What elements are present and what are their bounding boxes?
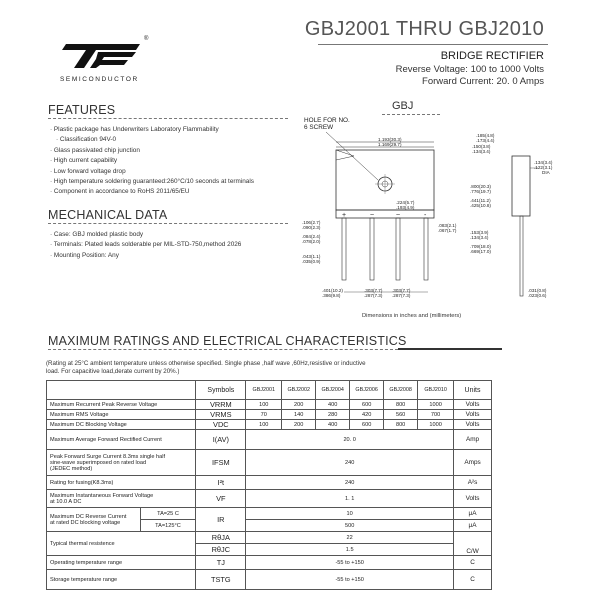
hole-note-2: 6 SCREW	[304, 124, 334, 131]
param-line: Maximum Instantaneous Forward Voltage	[50, 492, 154, 499]
value-cell: 100	[246, 420, 282, 430]
reverse-voltage: Reverse Voltage: 100 to 1000 Volts	[395, 64, 544, 75]
value-cell: 100	[246, 400, 282, 410]
dimension-note: Dimensions in inches and (millimeters)	[362, 313, 462, 319]
mechanical-heading: MECHANICAL DATA	[48, 208, 168, 222]
dim-pitch2-max: .303(7.7)	[364, 288, 383, 293]
table-header-gbj2006: GBJ2006	[350, 381, 384, 400]
dim-inner-b: .193(4.9)	[396, 205, 415, 210]
rating-conditions-note	[46, 360, 466, 376]
param-label	[47, 450, 196, 476]
ratings-rule-dashed	[48, 349, 398, 350]
table-header-gbj2008: GBJ2008	[384, 381, 418, 400]
ratings-table	[46, 380, 492, 590]
feature-item: · Plastic package has Underwriters Laboratory Flammability	[50, 125, 300, 135]
dim-hole-dia-label: DIA	[542, 170, 550, 175]
dim-hole-dia-min: .122(3.1)	[534, 165, 553, 170]
value-cell: 10	[246, 508, 454, 520]
forward-current: Forward Current: 20. 0 Amps	[422, 76, 544, 87]
dim-pitch3-max: .303(7.7)	[392, 288, 411, 293]
value-cell: 20. 0	[246, 430, 454, 450]
product-type: BRIDGE RECTIFIER	[440, 50, 544, 62]
mechanical-rule	[48, 223, 288, 224]
part-range-title: GBJ2001 THRU GBJ2010	[304, 18, 544, 40]
unit-cell: Amp	[454, 430, 492, 450]
symbol-cell: VRMS	[196, 410, 246, 420]
package-rule	[382, 114, 440, 115]
pin-plus-mark: +	[342, 212, 347, 219]
unit-cell: A²s	[454, 476, 492, 490]
symbol-cell: RθJC	[196, 544, 246, 556]
param-line: Peak Forward Surge Current 8.3ms single half	[50, 453, 166, 460]
table-row	[47, 490, 492, 508]
registered-mark: ®	[144, 36, 149, 42]
hole-note-1: HOLE FOR NO.	[304, 117, 350, 124]
table-row	[47, 450, 492, 476]
condition-cell: TA=25 C	[140, 508, 196, 520]
dim-lead-tip-max: .031(0.8)	[528, 288, 547, 293]
dim-pitch3-min: .287(7.3)	[392, 293, 411, 298]
value-cell: 400	[316, 420, 350, 430]
company-logo	[62, 42, 142, 70]
table-row	[47, 556, 492, 570]
unit-cell: Volts	[454, 400, 492, 410]
param-label: Maximum DC Blocking Voltage	[47, 420, 196, 430]
value-cell: 70	[246, 410, 282, 420]
unit-cell: C	[454, 556, 492, 570]
param-label: Maximum Average Forward Rectified Current	[47, 430, 196, 450]
dim-step-min: .067(1.7)	[438, 228, 457, 233]
dim-width-max: 1.193(30.3)	[378, 137, 402, 142]
feature-item: · High current capability	[50, 156, 300, 166]
param-line: Maximum DC Reverse Current	[50, 513, 127, 520]
param-line: at rated DC blocking voltage	[50, 519, 121, 526]
dim-lead-tip-min: .023(0.6)	[528, 293, 547, 298]
value-cell: 1. 1	[246, 490, 454, 508]
value-cell: 420	[350, 410, 384, 420]
value-cell: 1.5	[246, 544, 454, 556]
unit-cell: μA	[454, 520, 492, 532]
mechanical-item: · Terminals: Plated leads solderable per MIL-STD-750,method 2026	[50, 240, 300, 250]
param-label: Rating for fusing(K8.3ms)	[47, 476, 196, 490]
value-cell: 400	[316, 400, 350, 410]
value-cell: 140	[282, 410, 316, 420]
param-label: Maximum Recurrent Peak Reverse Voltage	[47, 400, 196, 410]
feature-item: · Low forward voltage drop	[50, 167, 300, 177]
dim-pitch1-min: .386(9.8)	[322, 293, 341, 298]
value-cell: 700	[418, 410, 454, 420]
dim-lead-length-max: .709(18.0)	[470, 244, 491, 249]
feature-item: · High temperature soldering guaranteed:260°C/10 seconds at terminals	[50, 177, 300, 187]
rating-note-line-1: (Rating at 25°C ambient temperature unless otherwise specified. Single phase ,half wave ,60Hz,resistive or inductive	[46, 360, 366, 367]
dim-hole-dia-max: .134(3.4)	[534, 160, 553, 165]
value-cell: 800	[384, 400, 418, 410]
param-label: Storage temperature range	[47, 570, 196, 590]
dim-body-max: .441(11.2)	[470, 198, 491, 203]
symbol-cell: VRRM	[196, 400, 246, 410]
symbol-cell: TJ	[196, 556, 246, 570]
mechanical-item: · Mounting Position: Any	[50, 251, 300, 261]
symbol-cell: I(AV)	[196, 430, 246, 450]
title-divider	[318, 44, 548, 45]
param-label	[47, 508, 141, 532]
dim-side-thick-max: .185(4.8)	[476, 133, 495, 138]
package-label: GBJ	[392, 100, 414, 112]
table-header-gbj2004: GBJ2004	[316, 381, 350, 400]
table-row	[47, 508, 492, 520]
param-label: Typical thermal resistence	[47, 532, 196, 556]
features-heading: FEATURES	[48, 103, 116, 117]
dim-lead-offset-max: .106(2.7)	[302, 220, 321, 225]
package-outline-drawing	[298, 116, 560, 316]
table-row	[47, 410, 492, 420]
table-row	[47, 400, 492, 410]
param-label: Maximum RMS Voltage	[47, 410, 196, 420]
param-line: (JEDEC method)	[50, 465, 93, 472]
param-line: sine-wave superimposed on rated load	[50, 459, 147, 466]
param-label: Operating temperature range	[47, 556, 196, 570]
pin-ac1-mark: ~	[370, 212, 375, 219]
value-cell: 240	[246, 450, 454, 476]
feature-item: · Component in accordance to RoHS 2011/65/EU	[50, 187, 300, 197]
ratings-heading: MAXIMUM RATINGS AND ELECTRICAL CHARACTERISTICS	[48, 334, 407, 348]
dim-inner-a: .224(5.7)	[396, 200, 415, 205]
feature-item: · Glass passivated chip junction	[50, 146, 300, 156]
value-cell: 200	[282, 400, 316, 410]
unit-cell: C	[454, 570, 492, 590]
value-cell: 1000	[418, 400, 454, 410]
dim-lead-length-min: .669(17.0)	[470, 249, 491, 254]
value-cell: 800	[384, 420, 418, 430]
param-label	[47, 490, 196, 508]
dim-width-min: 1.169(29.7)	[378, 142, 402, 147]
features-list	[50, 125, 300, 198]
unit-cell: Volts	[454, 490, 492, 508]
symbol-cell: VF	[196, 490, 246, 508]
table-header-gbj2001: GBJ2001	[246, 381, 282, 400]
value-cell: 1000	[418, 420, 454, 430]
dim-height-max: .800(20.3)	[470, 184, 491, 189]
condition-cell: TA=125°C	[140, 520, 196, 532]
value-cell: 200	[282, 420, 316, 430]
symbol-cell: I²t	[196, 476, 246, 490]
table-header-units: Units	[454, 381, 492, 400]
feature-item: · Classification 94V-0	[50, 135, 300, 145]
table-header-gbj2010: GBJ2010	[418, 381, 454, 400]
rating-note-line-2: load. For capacitive load,derate current by 20%.)	[46, 368, 180, 375]
value-cell: 22	[246, 532, 454, 544]
dim-lead-width-min: .078(2.0)	[302, 239, 321, 244]
value-cell: 280	[316, 410, 350, 420]
param-line: at 10.0 A DC	[50, 498, 82, 505]
dim-lead-bend-min: .134(3.4)	[470, 235, 489, 240]
symbol-cell: IR	[196, 508, 246, 532]
features-rule	[48, 118, 288, 119]
dim-body-min: .425(10.8)	[470, 203, 491, 208]
dim-pitch2-min: .287(7.3)	[364, 293, 383, 298]
table-header-gbj2002: GBJ2002	[282, 381, 316, 400]
symbol-cell: RθJA	[196, 532, 246, 544]
dim-height-min: .776(19.7)	[470, 189, 491, 194]
unit-cell: Volts	[454, 410, 492, 420]
table-row	[47, 420, 492, 430]
symbol-cell: VDC	[196, 420, 246, 430]
dim-lead-thick-max: .043(1.1)	[302, 254, 321, 259]
unit-cell: Volts	[454, 420, 492, 430]
unit-cell: μA	[454, 508, 492, 520]
mechanical-list	[50, 230, 300, 261]
dim-pitch1-max: .401(10.2)	[322, 288, 343, 293]
dim-side-step-min: .134(3.4)	[472, 149, 491, 154]
dim-lead-thick-min: .035(0.9)	[302, 259, 321, 264]
table-row	[47, 476, 492, 490]
value-cell: 600	[350, 400, 384, 410]
logo-subtitle: SEMICONDUCTOR	[60, 76, 139, 83]
dim-side-thick-min: .173(4.4)	[476, 138, 495, 143]
value-cell: -55 to +150	[246, 570, 454, 590]
dim-step-max: .083(2.1)	[438, 223, 457, 228]
table-header-param	[47, 381, 196, 400]
dim-lead-bend-max: .153(3.9)	[470, 230, 489, 235]
symbol-cell: IFSM	[196, 450, 246, 476]
unit-cell: C/W	[454, 532, 492, 556]
table-row	[47, 532, 492, 544]
unit-cell: Amps	[454, 450, 492, 476]
ratings-rule-solid	[398, 348, 502, 350]
value-cell: 600	[350, 420, 384, 430]
value-cell: 500	[246, 520, 454, 532]
value-cell: 560	[384, 410, 418, 420]
table-row	[47, 430, 492, 450]
value-cell: -55 to +150	[246, 556, 454, 570]
dim-lead-width-max: .084(2.4)	[302, 234, 321, 239]
pin-minus-mark: -	[424, 212, 427, 219]
table-row	[47, 570, 492, 590]
value-cell: 240	[246, 476, 454, 490]
mechanical-item: · Case: GBJ molded plastic body	[50, 230, 300, 240]
pin-ac2-mark: ~	[396, 212, 401, 219]
symbol-cell: TSTG	[196, 570, 246, 590]
dim-lead-offset-min: .090(2.3)	[302, 225, 321, 230]
dim-side-step-max: .150(3.8)	[472, 144, 491, 149]
table-header-symbols: Symbols	[196, 381, 246, 400]
